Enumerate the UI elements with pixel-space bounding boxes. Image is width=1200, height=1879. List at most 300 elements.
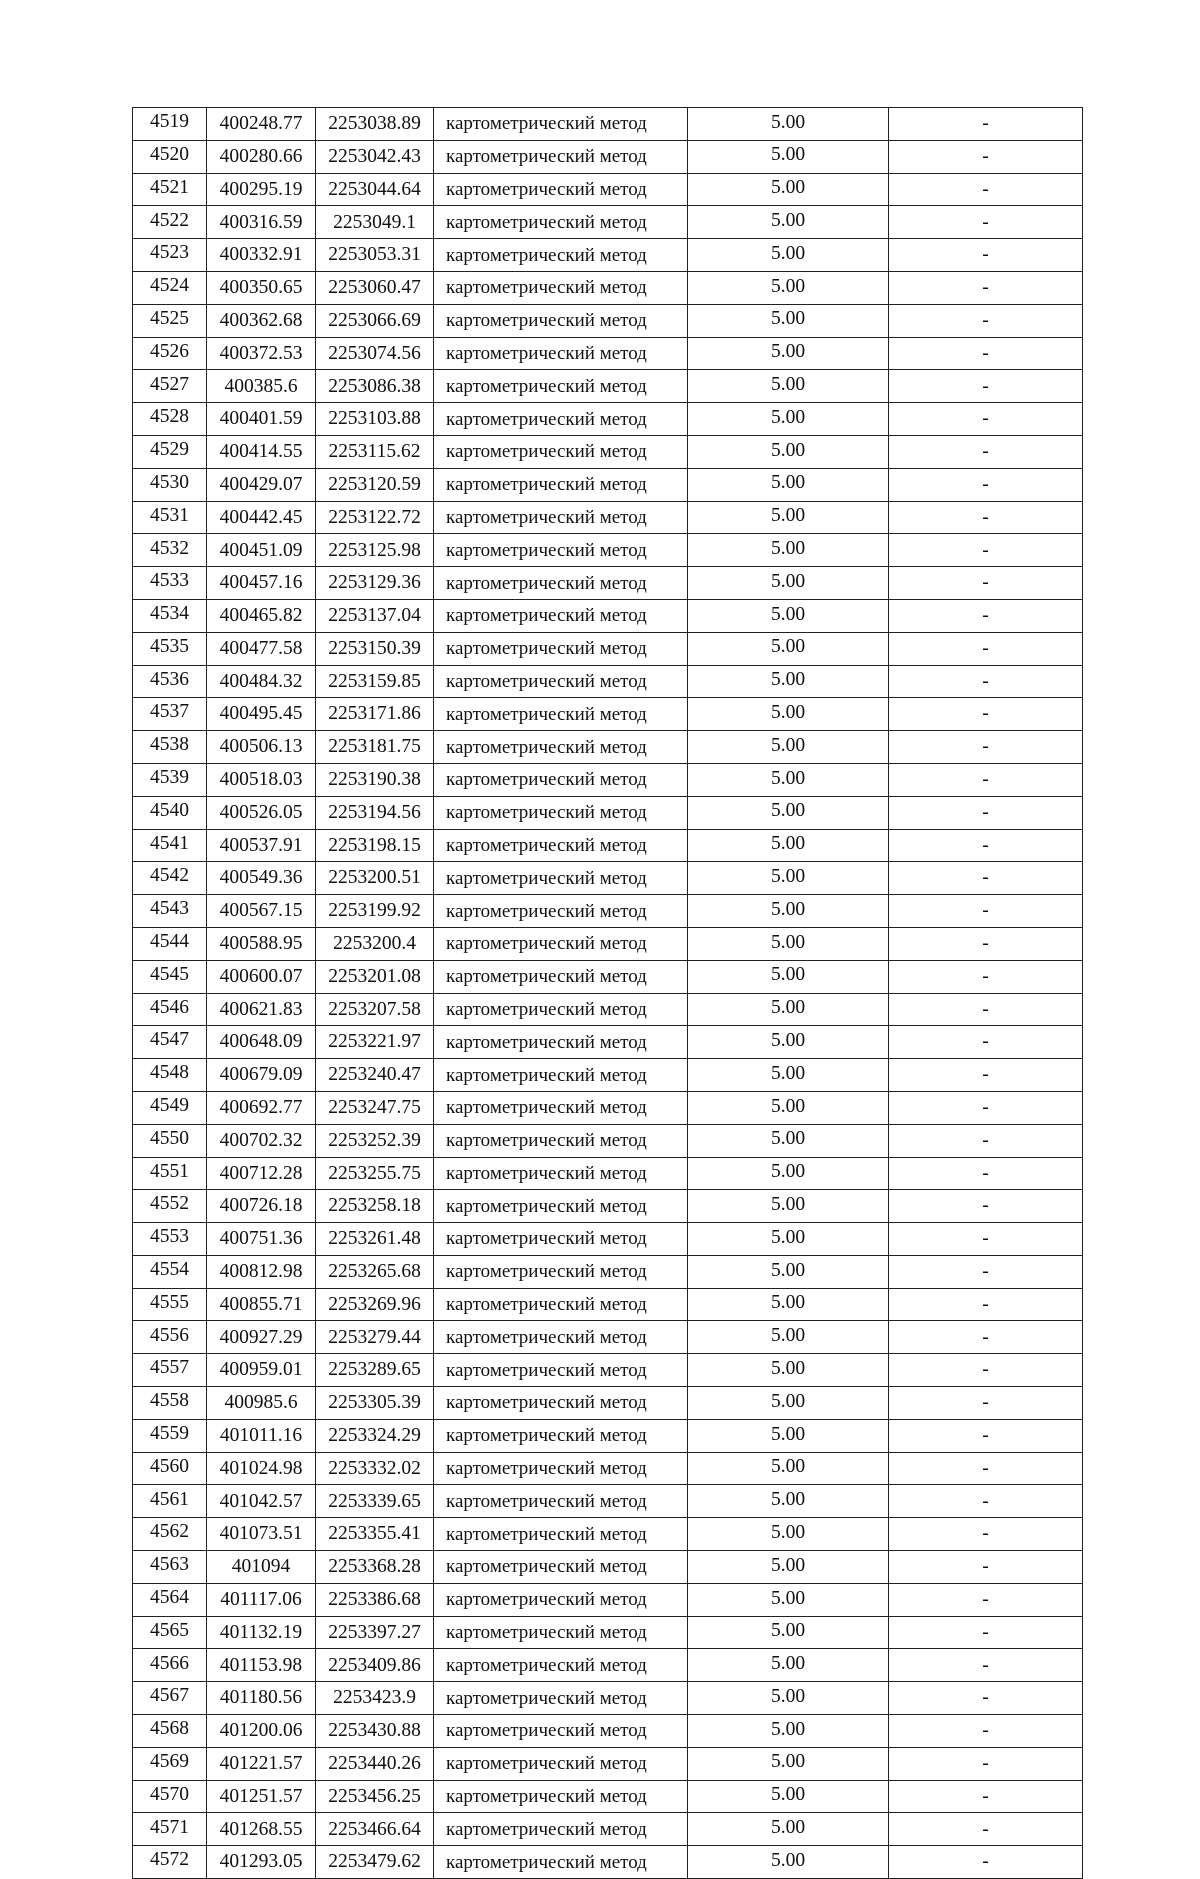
precision-cell: 5.00	[688, 435, 889, 468]
point-number-cell: 4541	[133, 829, 207, 862]
point-number-cell: 4563	[133, 1551, 207, 1584]
x-coordinate-cell: 400537.91	[207, 829, 316, 862]
y-coordinate-cell: 2253466.64	[316, 1813, 434, 1846]
point-number-cell: 4568	[133, 1715, 207, 1748]
y-coordinate-cell: 2253181.75	[316, 731, 434, 764]
x-coordinate-cell: 400855.71	[207, 1288, 316, 1321]
y-coordinate-cell: 2253265.68	[316, 1255, 434, 1288]
precision-cell: 5.00	[688, 632, 889, 665]
x-coordinate-cell: 400927.29	[207, 1321, 316, 1354]
method-cell: картометрический метод	[434, 1551, 688, 1584]
description-cell: -	[889, 1813, 1083, 1846]
description-cell: -	[889, 1354, 1083, 1387]
x-coordinate-cell: 400295.19	[207, 173, 316, 206]
precision-cell: 5.00	[688, 140, 889, 173]
description-cell: -	[889, 403, 1083, 436]
method-cell: картометрический метод	[434, 1846, 688, 1879]
table-row	[133, 1551, 1083, 1584]
precision-cell: 5.00	[688, 1354, 889, 1387]
precision-cell: 5.00	[688, 271, 889, 304]
point-number-cell: 4528	[133, 403, 207, 436]
y-coordinate-cell: 2253049.1	[316, 206, 434, 239]
table-row	[133, 1583, 1083, 1616]
y-coordinate-cell: 2253053.31	[316, 239, 434, 272]
table-row	[133, 993, 1083, 1026]
method-cell: картометрический метод	[434, 1124, 688, 1157]
precision-cell: 5.00	[688, 1190, 889, 1223]
x-coordinate-cell: 400414.55	[207, 435, 316, 468]
x-coordinate-cell: 400350.65	[207, 271, 316, 304]
method-cell: картометрический метод	[434, 1616, 688, 1649]
y-coordinate-cell: 2253479.62	[316, 1846, 434, 1879]
point-number-cell: 4546	[133, 993, 207, 1026]
precision-cell: 5.00	[688, 468, 889, 501]
table-row	[133, 1780, 1083, 1813]
table-row	[133, 337, 1083, 370]
precision-cell: 5.00	[688, 599, 889, 632]
precision-cell: 5.00	[688, 534, 889, 567]
description-cell: -	[889, 1223, 1083, 1256]
description-cell: -	[889, 173, 1083, 206]
precision-cell: 5.00	[688, 1419, 889, 1452]
description-cell: -	[889, 304, 1083, 337]
table-row	[133, 1157, 1083, 1190]
description-cell: -	[889, 862, 1083, 895]
precision-cell: 5.00	[688, 1223, 889, 1256]
y-coordinate-cell: 2253289.65	[316, 1354, 434, 1387]
point-number-cell: 4543	[133, 895, 207, 928]
method-cell: картометрический метод	[434, 731, 688, 764]
x-coordinate-cell: 400506.13	[207, 731, 316, 764]
y-coordinate-cell: 2253190.38	[316, 763, 434, 796]
y-coordinate-cell: 2253279.44	[316, 1321, 434, 1354]
description-cell: -	[889, 665, 1083, 698]
point-number-cell: 4527	[133, 370, 207, 403]
y-coordinate-cell: 2253066.69	[316, 304, 434, 337]
point-number-cell: 4572	[133, 1846, 207, 1879]
method-cell: картометрический метод	[434, 1026, 688, 1059]
table-row	[133, 632, 1083, 665]
precision-cell: 5.00	[688, 1124, 889, 1157]
precision-cell: 5.00	[688, 1616, 889, 1649]
point-number-cell: 4547	[133, 1026, 207, 1059]
method-cell: картометрический метод	[434, 271, 688, 304]
point-number-cell: 4534	[133, 599, 207, 632]
point-number-cell: 4519	[133, 108, 207, 141]
point-number-cell: 4520	[133, 140, 207, 173]
point-number-cell: 4532	[133, 534, 207, 567]
description-cell: -	[889, 108, 1083, 141]
point-number-cell: 4521	[133, 173, 207, 206]
description-cell: -	[889, 1485, 1083, 1518]
point-number-cell: 4555	[133, 1288, 207, 1321]
method-cell: картометрический метод	[434, 1452, 688, 1485]
precision-cell: 5.00	[688, 206, 889, 239]
table-row	[133, 1026, 1083, 1059]
precision-cell: 5.00	[688, 1649, 889, 1682]
y-coordinate-cell: 2253258.18	[316, 1190, 434, 1223]
point-number-cell: 4559	[133, 1419, 207, 1452]
x-coordinate-cell: 400248.77	[207, 108, 316, 141]
precision-cell: 5.00	[688, 763, 889, 796]
precision-cell: 5.00	[688, 960, 889, 993]
table-row	[133, 1321, 1083, 1354]
table-row	[133, 960, 1083, 993]
table-row	[133, 108, 1083, 141]
point-number-cell: 4570	[133, 1780, 207, 1813]
point-number-cell: 4549	[133, 1091, 207, 1124]
precision-cell: 5.00	[688, 1780, 889, 1813]
y-coordinate-cell: 2253221.97	[316, 1026, 434, 1059]
table-row	[133, 304, 1083, 337]
table-row	[133, 534, 1083, 567]
x-coordinate-cell: 400726.18	[207, 1190, 316, 1223]
x-coordinate-cell: 401132.19	[207, 1616, 316, 1649]
y-coordinate-cell: 2253430.88	[316, 1715, 434, 1748]
table-row	[133, 1387, 1083, 1420]
precision-cell: 5.00	[688, 403, 889, 436]
method-cell: картометрический метод	[434, 1715, 688, 1748]
x-coordinate-cell: 400621.83	[207, 993, 316, 1026]
x-coordinate-cell: 400477.58	[207, 632, 316, 665]
table-row	[133, 763, 1083, 796]
table-row	[133, 599, 1083, 632]
description-cell: -	[889, 1026, 1083, 1059]
precision-cell: 5.00	[688, 1747, 889, 1780]
description-cell: -	[889, 370, 1083, 403]
y-coordinate-cell: 2253355.41	[316, 1518, 434, 1551]
method-cell: картометрический метод	[434, 108, 688, 141]
precision-cell: 5.00	[688, 1846, 889, 1879]
method-cell: картометрический метод	[434, 895, 688, 928]
table-row	[133, 567, 1083, 600]
method-cell: картометрический метод	[434, 403, 688, 436]
method-cell: картометрический метод	[434, 304, 688, 337]
y-coordinate-cell: 2253198.15	[316, 829, 434, 862]
y-coordinate-cell: 2253150.39	[316, 632, 434, 665]
method-cell: картометрический метод	[434, 1091, 688, 1124]
table-row	[133, 1813, 1083, 1846]
method-cell: картометрический метод	[434, 1780, 688, 1813]
method-cell: картометрический метод	[434, 698, 688, 731]
x-coordinate-cell: 400692.77	[207, 1091, 316, 1124]
y-coordinate-cell: 2253125.98	[316, 534, 434, 567]
y-coordinate-cell: 2253207.58	[316, 993, 434, 1026]
y-coordinate-cell: 2253305.39	[316, 1387, 434, 1420]
table-row	[133, 1190, 1083, 1223]
precision-cell: 5.00	[688, 1518, 889, 1551]
method-cell: картометрический метод	[434, 1288, 688, 1321]
x-coordinate-cell: 401251.57	[207, 1780, 316, 1813]
description-cell: -	[889, 468, 1083, 501]
precision-cell: 5.00	[688, 829, 889, 862]
method-cell: картометрический метод	[434, 599, 688, 632]
point-number-cell: 4554	[133, 1255, 207, 1288]
x-coordinate-cell: 401117.06	[207, 1583, 316, 1616]
table-row	[133, 1091, 1083, 1124]
y-coordinate-cell: 2253201.08	[316, 960, 434, 993]
precision-cell: 5.00	[688, 337, 889, 370]
point-number-cell: 4562	[133, 1518, 207, 1551]
method-cell: картометрический метод	[434, 1059, 688, 1092]
y-coordinate-cell: 2253115.62	[316, 435, 434, 468]
y-coordinate-cell: 2253042.43	[316, 140, 434, 173]
x-coordinate-cell: 401094	[207, 1551, 316, 1584]
y-coordinate-cell: 2253440.26	[316, 1747, 434, 1780]
description-cell: -	[889, 796, 1083, 829]
precision-cell: 5.00	[688, 731, 889, 764]
precision-cell: 5.00	[688, 239, 889, 272]
point-number-cell: 4561	[133, 1485, 207, 1518]
method-cell: картометрический метод	[434, 862, 688, 895]
method-cell: картометрический метод	[434, 1682, 688, 1715]
point-number-cell: 4550	[133, 1124, 207, 1157]
point-number-cell: 4524	[133, 271, 207, 304]
point-number-cell: 4536	[133, 665, 207, 698]
y-coordinate-cell: 2253252.39	[316, 1124, 434, 1157]
description-cell: -	[889, 1649, 1083, 1682]
y-coordinate-cell: 2253269.96	[316, 1288, 434, 1321]
x-coordinate-cell: 400484.32	[207, 665, 316, 698]
description-cell: -	[889, 1190, 1083, 1223]
table-row	[133, 1846, 1083, 1879]
x-coordinate-cell: 400518.03	[207, 763, 316, 796]
y-coordinate-cell: 2253060.47	[316, 271, 434, 304]
method-cell: картометрический метод	[434, 960, 688, 993]
precision-cell: 5.00	[688, 501, 889, 534]
method-cell: картометрический метод	[434, 1485, 688, 1518]
method-cell: картометрический метод	[434, 1518, 688, 1551]
precision-cell: 5.00	[688, 108, 889, 141]
x-coordinate-cell: 401200.06	[207, 1715, 316, 1748]
method-cell: картометрический метод	[434, 1649, 688, 1682]
description-cell: -	[889, 829, 1083, 862]
y-coordinate-cell: 2253247.75	[316, 1091, 434, 1124]
table-row	[133, 403, 1083, 436]
description-cell: -	[889, 1059, 1083, 1092]
point-number-cell: 4530	[133, 468, 207, 501]
description-cell: -	[889, 1682, 1083, 1715]
x-coordinate-cell: 401073.51	[207, 1518, 316, 1551]
x-coordinate-cell: 401024.98	[207, 1452, 316, 1485]
description-cell: -	[889, 239, 1083, 272]
table-row	[133, 1682, 1083, 1715]
table-row	[133, 1288, 1083, 1321]
precision-cell: 5.00	[688, 1551, 889, 1584]
table-row	[133, 206, 1083, 239]
description-cell: -	[889, 534, 1083, 567]
method-cell: картометрический метод	[434, 1813, 688, 1846]
x-coordinate-cell: 400567.15	[207, 895, 316, 928]
y-coordinate-cell: 2253122.72	[316, 501, 434, 534]
method-cell: картометрический метод	[434, 1223, 688, 1256]
table-row	[133, 435, 1083, 468]
table-row	[133, 271, 1083, 304]
description-cell: -	[889, 1452, 1083, 1485]
precision-cell: 5.00	[688, 1682, 889, 1715]
point-number-cell: 4539	[133, 763, 207, 796]
table-row	[133, 1616, 1083, 1649]
precision-cell: 5.00	[688, 1288, 889, 1321]
x-coordinate-cell: 400451.09	[207, 534, 316, 567]
point-number-cell: 4564	[133, 1583, 207, 1616]
precision-cell: 5.00	[688, 1059, 889, 1092]
table-row	[133, 731, 1083, 764]
description-cell: -	[889, 1715, 1083, 1748]
point-number-cell: 4526	[133, 337, 207, 370]
point-number-cell: 4533	[133, 567, 207, 600]
description-cell: -	[889, 337, 1083, 370]
table-row	[133, 239, 1083, 272]
y-coordinate-cell: 2253159.85	[316, 665, 434, 698]
method-cell: картометрический метод	[434, 337, 688, 370]
point-number-cell: 4522	[133, 206, 207, 239]
description-cell: -	[889, 271, 1083, 304]
x-coordinate-cell: 401153.98	[207, 1649, 316, 1682]
point-number-cell: 4537	[133, 698, 207, 731]
method-cell: картометрический метод	[434, 468, 688, 501]
description-cell: -	[889, 1124, 1083, 1157]
method-cell: картометрический метод	[434, 1583, 688, 1616]
x-coordinate-cell: 400959.01	[207, 1354, 316, 1387]
x-coordinate-cell: 400812.98	[207, 1255, 316, 1288]
method-cell: картометрический метод	[434, 665, 688, 698]
method-cell: картометрический метод	[434, 370, 688, 403]
point-number-cell: 4557	[133, 1354, 207, 1387]
y-coordinate-cell: 2253074.56	[316, 337, 434, 370]
precision-cell: 5.00	[688, 665, 889, 698]
table-row	[133, 1747, 1083, 1780]
y-coordinate-cell: 2253199.92	[316, 895, 434, 928]
description-cell: -	[889, 763, 1083, 796]
precision-cell: 5.00	[688, 567, 889, 600]
description-cell: -	[889, 1747, 1083, 1780]
x-coordinate-cell: 400549.36	[207, 862, 316, 895]
x-coordinate-cell: 400495.45	[207, 698, 316, 731]
description-cell: -	[889, 1321, 1083, 1354]
point-number-cell: 4525	[133, 304, 207, 337]
description-cell: -	[889, 1091, 1083, 1124]
method-cell: картометрический метод	[434, 1321, 688, 1354]
method-cell: картометрический метод	[434, 1387, 688, 1420]
point-number-cell: 4558	[133, 1387, 207, 1420]
precision-cell: 5.00	[688, 1583, 889, 1616]
point-number-cell: 4548	[133, 1059, 207, 1092]
table-row	[133, 1452, 1083, 1485]
y-coordinate-cell: 2253129.36	[316, 567, 434, 600]
precision-cell: 5.00	[688, 862, 889, 895]
x-coordinate-cell: 400385.6	[207, 370, 316, 403]
description-cell: -	[889, 632, 1083, 665]
precision-cell: 5.00	[688, 370, 889, 403]
table-row	[133, 895, 1083, 928]
x-coordinate-cell: 401011.16	[207, 1419, 316, 1452]
method-cell: картометрический метод	[434, 435, 688, 468]
point-number-cell: 4552	[133, 1190, 207, 1223]
x-coordinate-cell: 401268.55	[207, 1813, 316, 1846]
description-cell: -	[889, 927, 1083, 960]
method-cell: картометрический метод	[434, 829, 688, 862]
x-coordinate-cell: 401221.57	[207, 1747, 316, 1780]
y-coordinate-cell: 2253103.88	[316, 403, 434, 436]
method-cell: картометрический метод	[434, 993, 688, 1026]
point-number-cell: 4569	[133, 1747, 207, 1780]
description-cell: -	[889, 1518, 1083, 1551]
y-coordinate-cell: 2253423.9	[316, 1682, 434, 1715]
description-cell: -	[889, 1583, 1083, 1616]
table-row	[133, 1419, 1083, 1452]
table-row	[133, 1715, 1083, 1748]
y-coordinate-cell: 2253386.68	[316, 1583, 434, 1616]
table-row	[133, 1354, 1083, 1387]
precision-cell: 5.00	[688, 1091, 889, 1124]
precision-cell: 5.00	[688, 1157, 889, 1190]
method-cell: картометрический метод	[434, 206, 688, 239]
y-coordinate-cell: 2253255.75	[316, 1157, 434, 1190]
method-cell: картометрический метод	[434, 140, 688, 173]
point-number-cell: 4538	[133, 731, 207, 764]
method-cell: картометрический метод	[434, 567, 688, 600]
coordinates-table	[132, 107, 1083, 1879]
x-coordinate-cell: 400600.07	[207, 960, 316, 993]
point-number-cell: 4544	[133, 927, 207, 960]
table-row	[133, 468, 1083, 501]
y-coordinate-cell: 2253261.48	[316, 1223, 434, 1256]
x-coordinate-cell: 400372.53	[207, 337, 316, 370]
y-coordinate-cell: 2253324.29	[316, 1419, 434, 1452]
description-cell: -	[889, 567, 1083, 600]
method-cell: картометрический метод	[434, 1157, 688, 1190]
table-row	[133, 370, 1083, 403]
precision-cell: 5.00	[688, 895, 889, 928]
x-coordinate-cell: 400588.95	[207, 927, 316, 960]
description-cell: -	[889, 140, 1083, 173]
description-cell: -	[889, 1387, 1083, 1420]
description-cell: -	[889, 1551, 1083, 1584]
table-row	[133, 665, 1083, 698]
y-coordinate-cell: 2253368.28	[316, 1551, 434, 1584]
method-cell: картометрический метод	[434, 1354, 688, 1387]
method-cell: картометрический метод	[434, 239, 688, 272]
y-coordinate-cell: 2253339.65	[316, 1485, 434, 1518]
point-number-cell: 4542	[133, 862, 207, 895]
point-number-cell: 4529	[133, 435, 207, 468]
description-cell: -	[889, 1288, 1083, 1321]
precision-cell: 5.00	[688, 1813, 889, 1846]
precision-cell: 5.00	[688, 1387, 889, 1420]
x-coordinate-cell: 401293.05	[207, 1846, 316, 1879]
table-row	[133, 862, 1083, 895]
method-cell: картометрический метод	[434, 1255, 688, 1288]
table-row	[133, 927, 1083, 960]
description-cell: -	[889, 1157, 1083, 1190]
description-cell: -	[889, 993, 1083, 1026]
x-coordinate-cell: 400465.82	[207, 599, 316, 632]
y-coordinate-cell: 2253456.25	[316, 1780, 434, 1813]
point-number-cell: 4565	[133, 1616, 207, 1649]
table-row	[133, 829, 1083, 862]
point-number-cell: 4567	[133, 1682, 207, 1715]
x-coordinate-cell: 400712.28	[207, 1157, 316, 1190]
precision-cell: 5.00	[688, 698, 889, 731]
point-number-cell: 4545	[133, 960, 207, 993]
table-row	[133, 796, 1083, 829]
y-coordinate-cell: 2253120.59	[316, 468, 434, 501]
y-coordinate-cell: 2253397.27	[316, 1616, 434, 1649]
point-number-cell: 4531	[133, 501, 207, 534]
method-cell: картометрический метод	[434, 1190, 688, 1223]
table-row	[133, 698, 1083, 731]
